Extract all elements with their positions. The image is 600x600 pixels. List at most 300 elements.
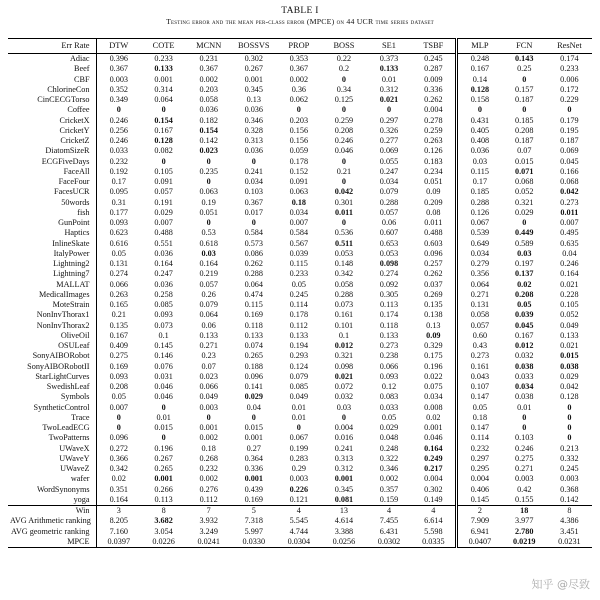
table-cell: 0.326: [379, 125, 399, 135]
table-cell: 0.0241: [186, 537, 231, 548]
table-row: [8, 187, 592, 197]
table-cell: 0.0302: [366, 537, 411, 548]
table-cell: 0.002: [199, 433, 218, 443]
table-cell: 0.266: [154, 484, 173, 494]
table-cell: 0.012: [515, 341, 534, 350]
dataset-name: SonyAIBORobot: [32, 351, 90, 361]
table-cell: 0.036: [457, 146, 502, 156]
table-cell: 0.036: [199, 105, 218, 115]
table-cell: 0.121: [289, 494, 309, 504]
table-cell: 0.29: [291, 464, 307, 473]
table-cell: 6.941: [457, 527, 502, 537]
table-cell: 3.054: [154, 526, 173, 536]
table-cell: 0.368: [560, 484, 579, 494]
table-cell: 0.096: [96, 433, 141, 443]
table-cell: 0.042: [334, 187, 354, 197]
summary-label: Win: [8, 506, 96, 517]
dataset-name: OliveOil: [60, 330, 90, 340]
table-cell: 0.002: [379, 474, 399, 484]
dataset-name: ChlorineCon: [47, 84, 90, 94]
table-cell: 0.19: [201, 197, 216, 207]
table-cell: 0.263: [96, 290, 141, 300]
table-cell: 0.036: [244, 146, 263, 156]
dataset-name: SonyAIBORobotII: [27, 361, 90, 371]
table-cell: 0.213: [560, 443, 579, 453]
dataset-name: wafer: [70, 474, 90, 484]
table-cell: 0.125: [334, 95, 354, 104]
table-cell: 0.01: [517, 402, 532, 412]
table-cell: 0.567: [289, 238, 309, 248]
table-cell: 0.268: [199, 453, 218, 463]
table-cell: 0.046: [154, 382, 173, 391]
table-cell: 0.086: [244, 248, 263, 258]
table-cell: 0.274: [96, 269, 141, 279]
table-cell: 0.146: [154, 351, 173, 361]
table-cell: 0.257: [424, 259, 443, 268]
table-cell: 0: [522, 218, 527, 227]
table-cell: 0.367: [289, 64, 309, 74]
table-cell: 0.18: [457, 413, 502, 423]
table-cell: 0.118: [379, 320, 399, 330]
dataset-name: Lightning2: [53, 259, 90, 268]
table-cell: 0.249: [424, 453, 443, 463]
table-cell: 0.101: [334, 320, 354, 330]
table-cell: 0.301: [334, 197, 354, 207]
table-cell: 0.033: [96, 146, 141, 156]
table-cell: 0.012: [334, 341, 354, 350]
table-cell: 0.297: [379, 115, 399, 125]
table-cell: 0.373: [379, 54, 399, 63]
table-cell: 0.431: [457, 116, 502, 126]
table-cell: 0.092: [379, 279, 399, 289]
table-cell: 0.128: [560, 392, 579, 402]
table-cell: 3.682: [154, 516, 173, 526]
table-cell: 0.135: [424, 300, 443, 309]
table-cell: 0: [341, 74, 346, 84]
table-cell: 0.175: [424, 351, 443, 361]
table-cell: 0: [251, 156, 256, 166]
table-cell: 0.06: [201, 320, 216, 330]
table-cell: 0.351: [96, 485, 141, 495]
table-cell: 0.02: [517, 279, 532, 289]
table-row: [8, 95, 592, 105]
table-cell: 0: [341, 177, 346, 186]
table-row: [8, 218, 592, 228]
table-cell: 0.079: [199, 300, 218, 309]
table-cell: 0.187: [515, 136, 534, 145]
table-cell: 0.1: [338, 330, 350, 340]
column-header: ResNet: [547, 39, 592, 54]
table-cell: 0.241: [244, 166, 263, 176]
dataset-name: CricketY: [59, 125, 90, 135]
table-cell: 0.194: [289, 341, 309, 350]
table-cell: 0.474: [244, 289, 263, 299]
table-cell: 0.269: [424, 289, 443, 299]
table-cell: 0.124: [289, 361, 309, 371]
table-cell: 0.488: [154, 228, 173, 238]
table-cell: 0.329: [424, 341, 443, 350]
table-cell: 0.2: [338, 64, 350, 74]
table-cell: 0.12: [381, 382, 397, 391]
table-cell: 0.13: [246, 95, 261, 104]
table-cell: 0.063: [289, 187, 309, 197]
table-cell: 0.038: [515, 361, 534, 371]
table-cell: 0.068: [560, 177, 579, 186]
table-cell: 0.156: [289, 136, 309, 145]
table-row: [8, 290, 592, 300]
table-cell: 0.103: [515, 433, 534, 443]
table-cell: 0.0335: [412, 537, 457, 548]
table-cell: 0.004: [334, 423, 354, 432]
table-cell: 0.0226: [141, 537, 186, 548]
table-cell: 0.22: [336, 54, 352, 63]
table-cell: 0.247: [154, 269, 173, 279]
table-row: [8, 146, 592, 156]
table-cell: 0.001: [244, 474, 263, 484]
table-cell: 0.231: [199, 54, 218, 63]
dataset-name: CricketX: [59, 115, 90, 125]
table-cell: 0.034: [515, 382, 534, 391]
table-cell: 0.406: [457, 485, 502, 495]
table-cell: 0.152: [289, 166, 309, 176]
table-cell: 0.003: [96, 75, 141, 85]
table-cell: 0.551: [154, 238, 173, 248]
table-cell: 0.051: [199, 207, 218, 217]
table-row: [8, 259, 592, 269]
summary-label: AVG Arithmetic ranking: [10, 516, 91, 526]
header-row: [8, 39, 592, 54]
table-cell: 6.431: [379, 526, 399, 536]
table-cell: 0.589: [515, 238, 534, 248]
table-cell: 0.112: [199, 494, 218, 504]
table-cell: 0.105: [560, 300, 579, 309]
table-cell: 0.366: [96, 454, 141, 464]
table-cell: 0.107: [457, 382, 502, 392]
table-cell: 0.196: [154, 443, 173, 453]
table-cell: 0.046: [154, 392, 173, 402]
table-cell: 7: [186, 506, 231, 517]
table-cell: 0.003: [199, 402, 218, 412]
table-cell: 0.017: [244, 207, 263, 217]
table-cell: 0.258: [154, 289, 173, 299]
table-cell: 0: [206, 156, 211, 166]
table-cell: 0: [567, 423, 572, 432]
table-cell: 0.037: [424, 279, 443, 289]
table-cell: 0.034: [424, 392, 443, 402]
table-cell: 0.618: [199, 238, 218, 248]
table-cell: 0.219: [199, 269, 218, 279]
table-cell: 0.133: [154, 64, 173, 74]
table-cell: 0: [251, 218, 256, 227]
table-cell: 0.241: [334, 443, 354, 453]
table-cell: 0.0330: [231, 537, 276, 548]
table-cell: 0.066: [379, 361, 399, 371]
table-cell: 3.977: [515, 516, 534, 526]
table-cell: 0.002: [199, 74, 218, 84]
table-cell: 0.159: [379, 494, 399, 504]
dataset-name: Lightning7: [53, 269, 90, 279]
table-cell: 0.072: [334, 382, 354, 391]
table-cell: 0.038: [560, 361, 579, 371]
table-row: [8, 485, 592, 495]
dataset-name: CBF: [74, 74, 90, 84]
table-cell: 0.073: [334, 300, 354, 309]
table-cell: 0.052: [515, 187, 534, 197]
table-cell: 0.584: [244, 228, 263, 238]
table-cell: 0: [96, 105, 141, 115]
table-cell: 0.161: [457, 362, 502, 372]
table-cell: 3.451: [560, 526, 579, 536]
table-row: [8, 382, 592, 392]
table-cell: 0.021: [560, 279, 579, 289]
table-cell: 0.367: [199, 64, 218, 74]
table-cell: 0.05: [96, 249, 141, 259]
table-cell: 0.039: [289, 248, 309, 258]
table-cell: 0.058: [199, 95, 218, 104]
table-cell: 0.113: [154, 494, 173, 504]
table-cell: 0.156: [289, 125, 309, 135]
column-header: FCN: [502, 39, 547, 54]
table-cell: 0.192: [96, 167, 141, 177]
table-cell: 0.057: [154, 187, 173, 197]
table-cell: 0.015: [560, 351, 579, 361]
table-row: [8, 495, 592, 506]
table-cell: 0.001: [199, 423, 218, 432]
table-cell: 4: [366, 506, 411, 517]
column-header: BOSSVS: [231, 39, 276, 54]
table-cell: 0.233: [289, 269, 309, 279]
table-cell: 0.246: [334, 136, 354, 145]
table-cell: 0.409: [96, 341, 141, 351]
table-cell: 0.161: [334, 310, 354, 320]
table-cell: 0.002: [289, 74, 309, 84]
table-row: [8, 249, 592, 259]
dataset-name: UWaveX: [59, 443, 90, 453]
table-row: [8, 300, 592, 310]
table-cell: 0.023: [199, 146, 218, 156]
table-cell: 0.196: [424, 361, 443, 371]
summary-row: [8, 537, 592, 548]
table-cell: 0.53: [201, 228, 216, 238]
table-cell: 8.205: [96, 516, 141, 526]
table-cell: 0.096: [424, 248, 443, 258]
table-cell: 0.115: [244, 300, 263, 309]
table-cell: 0.055: [379, 156, 399, 166]
table-cell: 0.167: [96, 331, 141, 341]
table-cell: 0.115: [457, 167, 502, 177]
table-cell: 0.008: [424, 402, 443, 412]
table-cell: 0.273: [379, 341, 399, 350]
table-row: [8, 85, 592, 95]
table-cell: 0.233: [560, 64, 579, 74]
table-cell: 0.314: [154, 84, 173, 94]
table-cell: 0.321: [515, 197, 534, 207]
table-cell: 0.245: [560, 464, 579, 473]
table-cell: 0.288: [244, 269, 263, 279]
table-cell: 0.495: [560, 228, 579, 238]
dataset-name: FaceFour: [58, 177, 90, 186]
table-cell: 0.346: [244, 115, 263, 125]
table-cell: 0.0304: [276, 537, 321, 548]
table-cell: 0.011: [424, 218, 443, 227]
table-cell: 0.112: [289, 320, 308, 330]
table-cell: 0.05: [96, 392, 141, 402]
table-cell: 0.08: [426, 207, 441, 217]
table-caption: Testing error and the mean per-class error (MPCE) on 44 UCR time series dataset: [166, 17, 434, 26]
table-cell: 0.178: [289, 310, 309, 320]
table-cell: 0.04: [562, 248, 577, 258]
table-cell: 0.05: [291, 279, 307, 289]
table-cell: 0.022: [424, 371, 443, 381]
table-cell: 0.063: [199, 187, 218, 197]
table-cell: 0.064: [154, 95, 173, 104]
dataset-name: NonInvThorax1: [36, 310, 90, 320]
table-cell: 13: [321, 506, 366, 517]
column-header: TSBF: [412, 39, 457, 54]
table-cell: 0.235: [199, 166, 218, 176]
table-cell: 0.208: [515, 289, 534, 299]
table-cell: 0.302: [244, 54, 263, 63]
table-cell: 4.386: [560, 516, 579, 526]
table-cell: 0.256: [96, 126, 141, 136]
table-cell: 0.164: [199, 259, 218, 268]
table-row: [8, 341, 592, 351]
table-cell: 0.069: [379, 146, 399, 156]
table-cell: 0.246: [96, 136, 141, 146]
table-cell: 0.232: [199, 464, 218, 473]
table-cell: 0.275: [96, 351, 141, 361]
table-cell: 0.203: [199, 84, 218, 94]
table-cell: 0.001: [244, 433, 263, 443]
table-cell: 0: [206, 218, 211, 227]
table-cell: 0.233: [154, 54, 173, 63]
table-cell: 0.246: [96, 116, 141, 126]
table-cell: 0.004: [424, 105, 443, 115]
table-cell: 0.004: [457, 474, 502, 484]
table-cell: 0: [341, 156, 346, 166]
dataset-name: UWaveY: [59, 453, 90, 463]
table-cell: 0.128: [154, 136, 173, 145]
table-cell: 0: [296, 105, 301, 115]
summary-row: [8, 516, 592, 526]
table-cell: 0.085: [154, 300, 173, 309]
table-row: [8, 116, 592, 126]
table-cell: 7.455: [379, 516, 399, 526]
table-row: [8, 105, 592, 115]
table-cell: 0.157: [515, 84, 534, 94]
table-cell: 0.287: [424, 64, 443, 74]
table-cell: 0.191: [154, 197, 173, 207]
table-cell: 0: [457, 105, 502, 115]
table-cell: 0.05: [457, 403, 502, 413]
table-cell: 0.016: [334, 433, 354, 443]
table-cell: 0.103: [244, 187, 263, 197]
table-cell: 0.091: [289, 177, 309, 186]
table-cell: 0.353: [289, 54, 309, 63]
summary-label: AVG geometric ranking: [10, 526, 90, 536]
table-cell: 0: [567, 433, 572, 443]
table-cell: 0.154: [154, 115, 173, 125]
dataset-name: fish: [77, 207, 90, 217]
table-cell: 0.405: [457, 126, 502, 136]
table-cell: 0.038: [515, 392, 534, 402]
table-row: [8, 167, 592, 177]
table-cell: 0.169: [244, 310, 263, 320]
table-cell: 0.053: [334, 248, 354, 258]
table-cell: 0.607: [379, 228, 399, 238]
table-cell: 0.278: [424, 115, 443, 125]
table-cell: 0.148: [334, 259, 354, 268]
table-cell: 0.539: [457, 228, 502, 238]
table-row: [8, 433, 592, 443]
dataset-name: StarLightCurves: [35, 371, 90, 381]
table-cell: 0.031: [154, 371, 173, 381]
table-cell: 0.271: [457, 290, 502, 300]
table-cell: 0.095: [96, 187, 141, 197]
dataset-name: CricketZ: [60, 136, 90, 145]
table-cell: 0.277: [379, 136, 399, 145]
table-cell: 0.228: [560, 289, 579, 299]
table-cell: 0.18: [291, 197, 307, 207]
table-cell: 0.001: [334, 474, 354, 484]
table-cell: 0.083: [379, 392, 399, 402]
table-row: [8, 198, 592, 208]
dataset-name: TwoLeadECG: [42, 423, 90, 432]
dataset-name: OSULeaf: [58, 341, 90, 350]
table-cell: 0.071: [515, 166, 534, 176]
dataset-name: InlineSkate: [52, 238, 90, 248]
table-cell: 0.082: [154, 146, 173, 156]
table-cell: 0.143: [515, 54, 534, 63]
table-cell: 0.25: [517, 64, 532, 74]
table-cell: 0: [522, 423, 527, 432]
table-cell: 0.149: [424, 494, 443, 504]
table-row: [8, 372, 592, 382]
table-cell: 0.246: [560, 259, 579, 268]
column-header: MCNN: [186, 39, 231, 54]
table-cell: 0.364: [244, 453, 263, 463]
table-cell: 0.332: [560, 453, 579, 463]
table-cell: 0.267: [244, 64, 263, 74]
table-cell: 0.003: [560, 474, 579, 484]
table-cell: 0.001: [154, 74, 173, 84]
table-cell: 0.584: [289, 228, 309, 238]
table-cell: 0.247: [379, 166, 399, 176]
table-cell: 0.288: [457, 198, 502, 208]
table-cell: 0.05: [381, 412, 397, 422]
table-cell: 0.182: [199, 115, 218, 125]
table-cell: 0.245: [289, 289, 309, 299]
table-cell: 0.007: [154, 218, 173, 227]
table-cell: 0.029: [379, 423, 399, 432]
table-row: [8, 413, 592, 423]
table-cell: 0.133: [379, 64, 399, 74]
table-cell: 0.049: [289, 392, 309, 402]
table-cell: 0.174: [379, 310, 399, 320]
table-cell: 0: [96, 423, 141, 433]
table-cell: 0.232: [96, 157, 141, 167]
table-cell: 0.229: [560, 95, 579, 104]
table-cell: 4.744: [289, 526, 309, 536]
table-cell: 0.262: [424, 95, 443, 104]
table-cell: 7.160: [96, 527, 141, 537]
table-cell: 0.039: [515, 310, 534, 320]
table-cell: 0.052: [560, 310, 579, 320]
table-cell: 0.396: [96, 54, 141, 65]
table-cell: 0.23: [201, 351, 216, 361]
table-row: [8, 157, 592, 167]
table-cell: 0.0219: [502, 537, 547, 548]
